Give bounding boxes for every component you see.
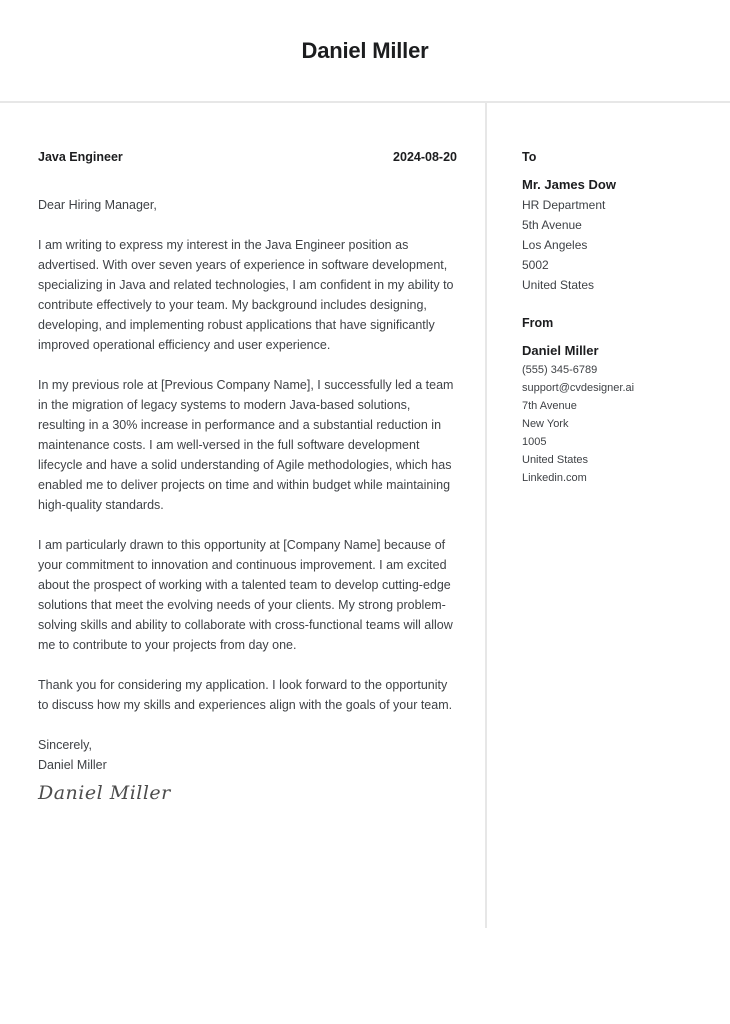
sender-country: United States — [522, 454, 589, 466]
sender-name: Daniel Miller — [522, 343, 599, 358]
recipient-department: HR Department — [522, 198, 606, 212]
recipient-street: 5th Avenue — [522, 218, 582, 232]
salutation: Dear Hiring Manager, — [38, 198, 157, 212]
closing-name: Daniel Miller — [38, 758, 107, 772]
letter-body-column — [0, 103, 485, 804]
letter-paragraph: I am particularly drawn to this opportunity at [Company Name] because of your commitment to innovation and continuous improvement. I am excited about the prospect of working with a talented team to develop cutting-edge solutions that meet the evolving needs of your clients. My strong problem-solving skills and ability to collaborate with cross-functional teams will allow me to contribute to your projects from day one. — [38, 538, 453, 652]
sender-street: 7th Avenue — [522, 400, 577, 412]
recipient-section — [522, 147, 720, 295]
sender-section — [522, 313, 720, 487]
closing-valediction: Sincerely, — [38, 738, 92, 752]
applicant-name-title: Daniel Miller — [301, 37, 429, 63]
handwritten-signature: Daniel Miller — [38, 782, 171, 804]
job-title: Java Engineer — [38, 150, 123, 164]
sender-city: New York — [522, 418, 569, 430]
from-label: From — [522, 316, 554, 330]
recipient-city: Los Angeles — [522, 238, 588, 252]
recipient-zip: 5002 — [522, 258, 549, 272]
letter-paragraph: Thank you for considering my application. I look forward to the opportunity to discuss how my skills and experiences align with the goals of your team. — [38, 678, 453, 712]
letter-date: 2024-08-20 — [393, 150, 457, 164]
sender-email: support@cvdesigner.ai — [522, 382, 635, 394]
recipient-country: United States — [522, 278, 595, 292]
letter-paragraph: I am writing to express my interest in the Java Engineer position as advertised. With over seven years of experience in software development, specializing in Java and related technologies, I am confident in my ability to contribute effectively to your team. My background includes designing, developing, and implementing robust applications that have significantly improved operational efficiency and user experience. — [38, 238, 454, 352]
letter-header — [0, 0, 730, 103]
content-area — [0, 103, 730, 928]
to-label: To — [522, 150, 537, 164]
letter-paragraph: In my previous role at [Previous Company Name], I successfully led a team in the migration of legacy systems to modern Java-based solutions, resulting in a 30% increase in performance and a substantial reduction in maintenance costs. I am well-versed in the full software development lifecycle and have a solid understanding of Agile methodologies, which has enabled me to deliver projects on time and within budget while maintaining high-quality standards. — [38, 378, 454, 512]
contact-sidebar — [485, 103, 730, 928]
sender-phone: (555) 345-6789 — [522, 364, 598, 376]
sender-zip: 1005 — [522, 436, 547, 448]
sender-linkedin: Linkedin.com — [522, 472, 587, 484]
letter-head-row — [38, 147, 457, 167]
recipient-name: Mr. James Dow — [522, 177, 616, 192]
